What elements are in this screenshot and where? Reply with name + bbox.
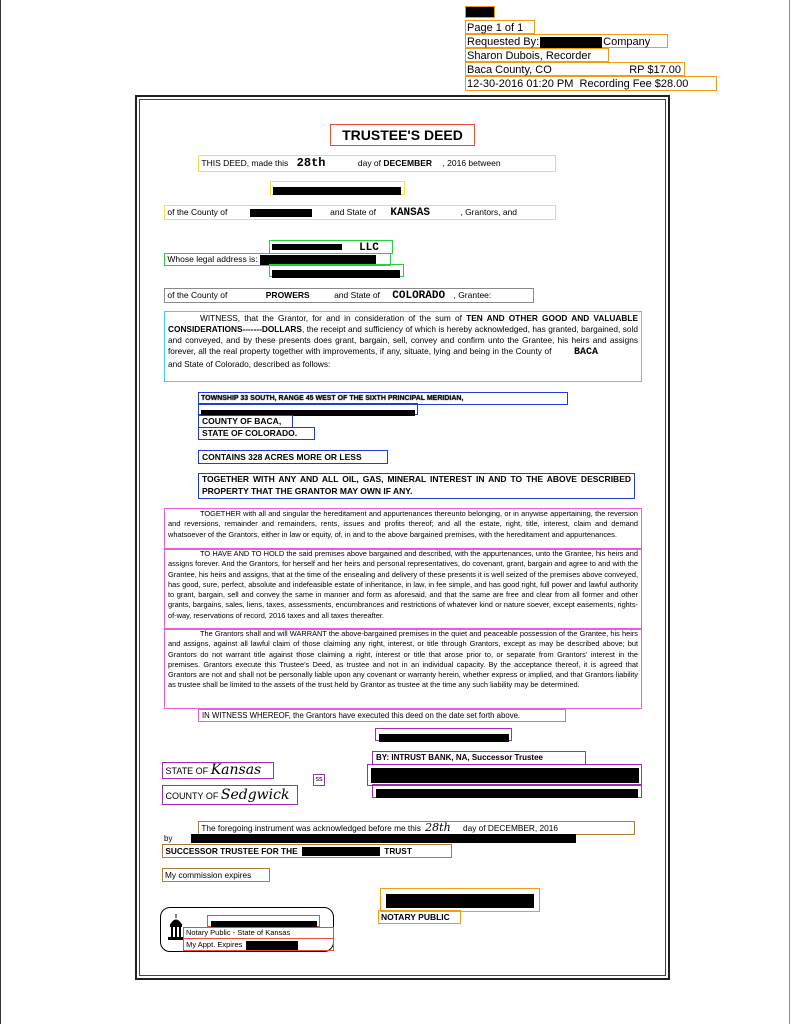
redaction [250, 209, 312, 217]
seal-state-line: Notary Public - State of Kansas [183, 927, 334, 939]
redaction [246, 941, 298, 950]
acres-line: CONTAINS 328 ACRES MORE OR LESS [198, 450, 388, 464]
ss-bracket: ss [313, 774, 325, 786]
paragraph-warrant: The Grantors shall and will WARRANT the above-bargained premises in the quiet and peaceable possession of the Grantee, his heirs and assigns, against all lawful claim of those claiming any right, interest, or title through Grantors, except as may be described above; but Grantors do not warrant title against those claiming a right, interest or title that arose prior to, or separate from Grantors' interest in the premises. Grantors execute this Trustee's Deed, as trustee and not in an individual capacity. By the acceptance thereof, it is agreed that Grantors are not and shall not be personally liable upon any covenant or warranty herein, whether express or implied, and that Grantors liability as trustee shall be limited to the assets of the trust held by Grantor as trustee at the time any such liability may be determined. [164, 628, 642, 709]
paragraph-to-have: TO HAVE AND TO HOLD the said premises above bargained and described, with the appurtenances, unto the Grantee, his heirs and assigns forever. And the Grantors, for herself and her heirs and personal representatives, do covenant, grant, bargain and agree to and with the Grantee, his heirs and assigns, that at the time of the ensealing and delivery of these presents it is well seized of the premises above conveyed, has good, sure, perfect, absolute and indefeasible estate of inheritance, in law, in fee simple, and has good right, full power and lawful authority to grant, bargain, sell and convey the same in manner and form as aforesaid, and that the same are free and clear from all former and other grants, bargains, sales, liens, taxes, assessments, encumbrances and restrictions of whatever kind or nature soever, except easements, rights-of-way, reservations of record, 2016 taxes and all taxes thereafter. [164, 548, 642, 630]
redaction [302, 847, 380, 856]
datetime-fee: 12-30-2016 01:20 PM Recording Fee $28.00 [465, 76, 717, 91]
mineral-interest: TOGETHER WITH ANY AND ALL OIL, GAS, MINERAL INTEREST IN AND TO THE ABOVE DESCRIBED PROPERTY THAT THE GRANTOR MAY OWN IF ANY. [198, 473, 635, 499]
seal-name-redacted [207, 915, 320, 927]
redaction [191, 834, 576, 843]
requested-by: Requested By: Company [465, 34, 668, 48]
paragraph-together: TOGETHER with all and singular the hereditament and appurtenances thereunto belonging, or in anywise appertaining, the reversion and reversions, remainder and remainders, rents, issues and profits thereof; and all the estate, right, title, interest, claim and demand whatsoever of the Grantors, either in law or equity, of, in and to the above bargained premises, with the hereditament and appurtenances. [164, 508, 642, 550]
state-of-line: STATE OF Kansas [162, 762, 274, 779]
barcode-block [465, 6, 495, 18]
redaction [540, 37, 602, 48]
witness-paragraph: WITNESS, that the Grantor, for and in consideration of the sum of TEN AND OTHER GOOD AND VALUABLE CONSIDERATIONS-------DOLLARS, the receipt and sufficiency of which is hereby acknowledged, has granted, bargained, sold and conveyed, and by these presents does grant, bargain, sell, convey and confirm unto the Grantee, his heirs and assigns forever, all the real property together with improvements, if any, situate, lying and being in the County of BACA and State of Colorado, described as follows: [164, 311, 642, 382]
grantee-county-line: of the County of PROWERS and State of COLORADO , Grantee: [164, 288, 534, 303]
legal-county: COUNTY OF BACA, [198, 415, 293, 428]
notary-signature [380, 888, 540, 912]
successor-trustee-line: SUCCESSOR TRUSTEE FOR THE TRUST [162, 844, 452, 858]
by-line: by [164, 833, 604, 845]
trust-name-redacted [375, 728, 512, 741]
legal-address-line: Whose legal address is: [164, 253, 391, 266]
notary-public-label: NOTARY PUBLIC [378, 910, 461, 924]
legal-description-line2 [198, 403, 418, 415]
day-value: 28th [296, 156, 326, 170]
address-redacted [269, 264, 404, 277]
grantor-name-redacted [270, 181, 405, 195]
page-right-edge [789, 0, 790, 1024]
trustee-officer-redacted [367, 764, 642, 786]
deed-made-line: THIS DEED, made this 28th day of DECEMBER , 2016 between [198, 155, 556, 172]
in-witness-line: IN WITNESS WHEREOF, the Grantors have executed this deed on the date set forth above. [198, 709, 566, 722]
page-left-edge [0, 0, 1, 1024]
county-rp: Baca County, CO RP $17.00 [465, 62, 685, 76]
trustee-signature-line: BY: INTRUST BANK, NA, Successor Trustee [372, 751, 586, 765]
page-count: Page 1 of 1 [465, 20, 535, 34]
acknowledgement-line: The foregoing instrument was acknowledged before me this 28th day of DECEMBER, 2016 [198, 821, 635, 835]
county-of-line: COUNTY OF Sedgwick [162, 785, 298, 805]
recorder-name: Sharon Dubois, Recorder [465, 48, 609, 62]
trustee-title-redacted [372, 784, 642, 798]
legal-description-township: TOWNSHIP 33 SOUTH, RANGE 45 WEST OF THE SIXTH PRINCIPAL MERIDIAN, [198, 392, 568, 405]
legal-state: STATE OF COLORADO. [198, 427, 315, 440]
deed-title: TRUSTEE'S DEED [330, 124, 475, 146]
commission-expires: My commission expires [162, 868, 270, 882]
grantor-county-line: of the County of and State of KANSAS , Grantors, and [164, 205, 556, 220]
grantee-name: LLC [269, 240, 393, 254]
seal-expires-line: My Appt. Expires [183, 938, 334, 951]
